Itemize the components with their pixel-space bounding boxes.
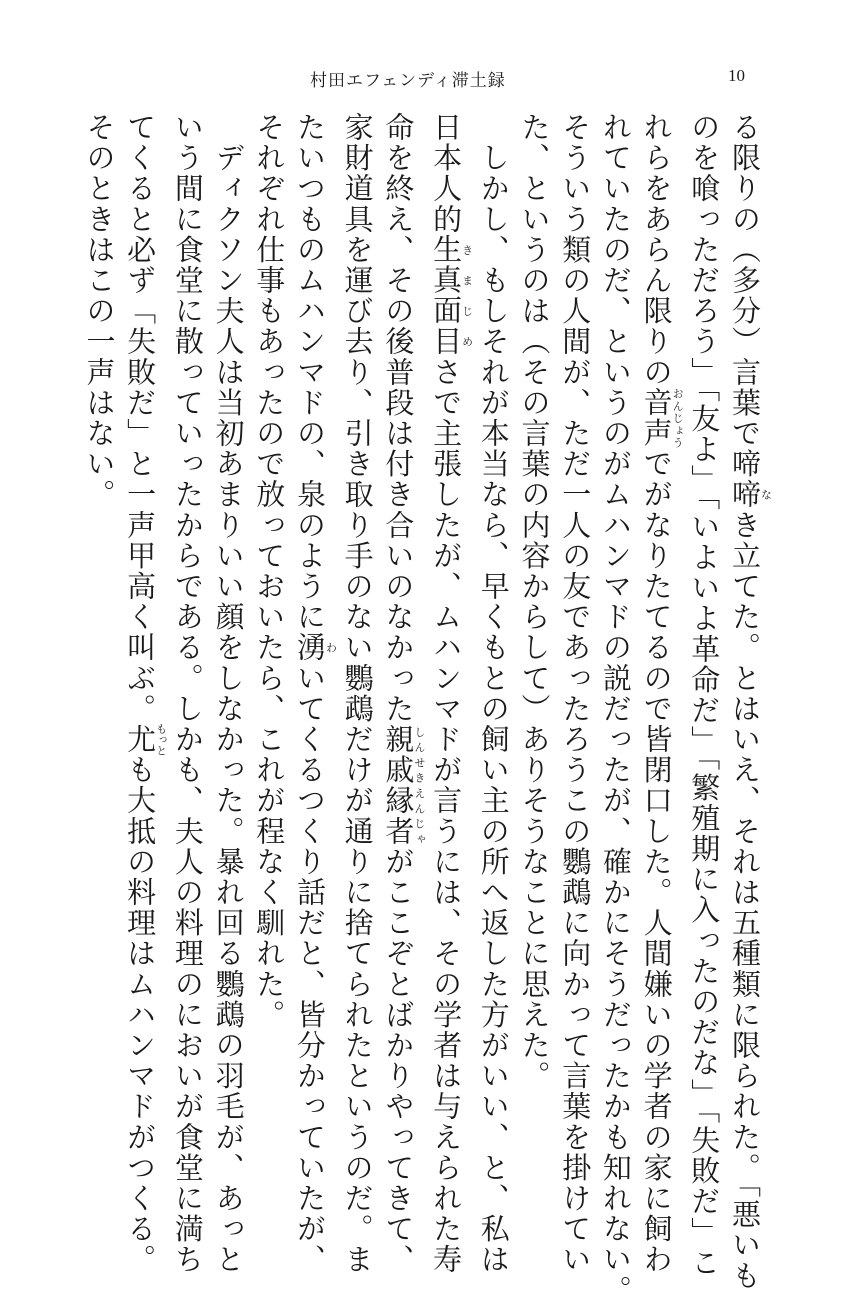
ruby-annotated-word: 湧わ — [292, 632, 338, 663]
text-run: さで主張したが、ムハンマドが言うには、その学者は与えられた寿 — [429, 356, 464, 1275]
text-run: 命を終え、その後普段は付き合いのなかった — [381, 112, 416, 724]
text-run: 日本人的 — [429, 112, 464, 235]
furigana: しんせきえんじゃ — [412, 724, 426, 847]
text-run: た、というのは（その言葉の内容からして）ありそうなことに思えた。 — [517, 112, 552, 1092]
ruby-annotated-word: 生真面目きまじめ — [429, 234, 474, 357]
running-header-title: 村田エフェンディ滞土録 — [310, 71, 506, 91]
text-line — [337, 112, 378, 1275]
furigana: わ — [324, 632, 338, 663]
text-run: そういう類の人間が、ただ一人の友であったろうこの鸚鵡に向かって言葉を掛けてい — [558, 112, 593, 1275]
text-run: でがなりたてるので皆閉口した。人間嫌いの学者の家に飼わ — [639, 448, 674, 1275]
text-run: そのときはこの一声はない。 — [82, 112, 117, 510]
page-number: 10 — [728, 66, 745, 85]
furigana: おんじょう — [671, 387, 685, 449]
text-run: いう間に食堂に散っていったからである。しかも、夫人の料理のにおいが食堂に満ち — [170, 112, 205, 1275]
text-run: てくると必ず「失敗だ」と一声甲高く叫ぶ。 — [123, 112, 158, 724]
text-line — [289, 112, 338, 1275]
text-line — [473, 112, 514, 1275]
text-line — [595, 112, 636, 1305]
text-run: しかし、もしそれが本当なら、早くもとの飼い主の所へ返した方がいい、と、私は — [476, 112, 511, 1275]
text-line — [554, 112, 595, 1275]
ruby-annotated-word: 音声おんじょう — [639, 387, 685, 449]
text-run: のを喰っただろう」「友よ」「いよいよ革命だ」「繁殖期に入ったのだな」「失敗だ」こ — [687, 112, 722, 1278]
text-run: がここぞとばかりやってきて、 — [381, 846, 416, 1275]
text-line — [636, 112, 685, 1275]
text-line — [208, 112, 249, 1275]
text-line — [378, 112, 426, 1275]
text-line — [684, 112, 725, 1278]
text-run: いてくるつくり話だと、皆分かっていたが、 — [292, 662, 327, 1275]
text-line — [167, 112, 208, 1275]
text-run: き立てた。とはいえ、それは五種類に限られた。「悪いも — [728, 509, 762, 1291]
text-line — [724, 112, 773, 1291]
furigana: もっと — [154, 722, 168, 756]
furigana: きまじめ — [460, 234, 474, 357]
text-line — [514, 112, 555, 1122]
text-run: る限りの（多分）言葉で啼 — [728, 112, 762, 480]
text-run: たいつものムハンマドの、泉のように — [292, 112, 327, 633]
text-line — [79, 112, 120, 1122]
text-run: ディクソン夫人は当初あまりいい顔をしなかった。暴れ回る鸚鵡の羽毛が、あっと — [211, 112, 246, 1275]
text-run: れらをあらん限りの — [639, 112, 674, 388]
text-run: それぞれ仕事もあったので放っておいたら、これが程なく馴れた。 — [252, 112, 287, 1030]
text-run: 家財道具を運び去り、引き取り手のない鸚鵡だけが通りに捨てられたというのだ。ま — [340, 112, 375, 1275]
ruby-annotated-word: 啼な — [728, 479, 773, 510]
text-run: れていたのだ、というのがムハンマドの説だったが、確かにそうだったかも知れない。 — [598, 112, 633, 1305]
ruby-annotated-word: 親戚縁者しんせきえんじゃ — [381, 724, 426, 847]
text-line — [425, 112, 474, 1275]
vertical-body-text — [82, 112, 773, 1305]
text-line — [249, 112, 290, 1122]
text-line — [119, 112, 168, 1275]
text-run: も大抵の料理はムハンマドがつくる。 — [123, 754, 158, 1275]
furigana: な — [759, 479, 773, 510]
ruby-annotated-word: 尤もっと — [123, 722, 168, 756]
